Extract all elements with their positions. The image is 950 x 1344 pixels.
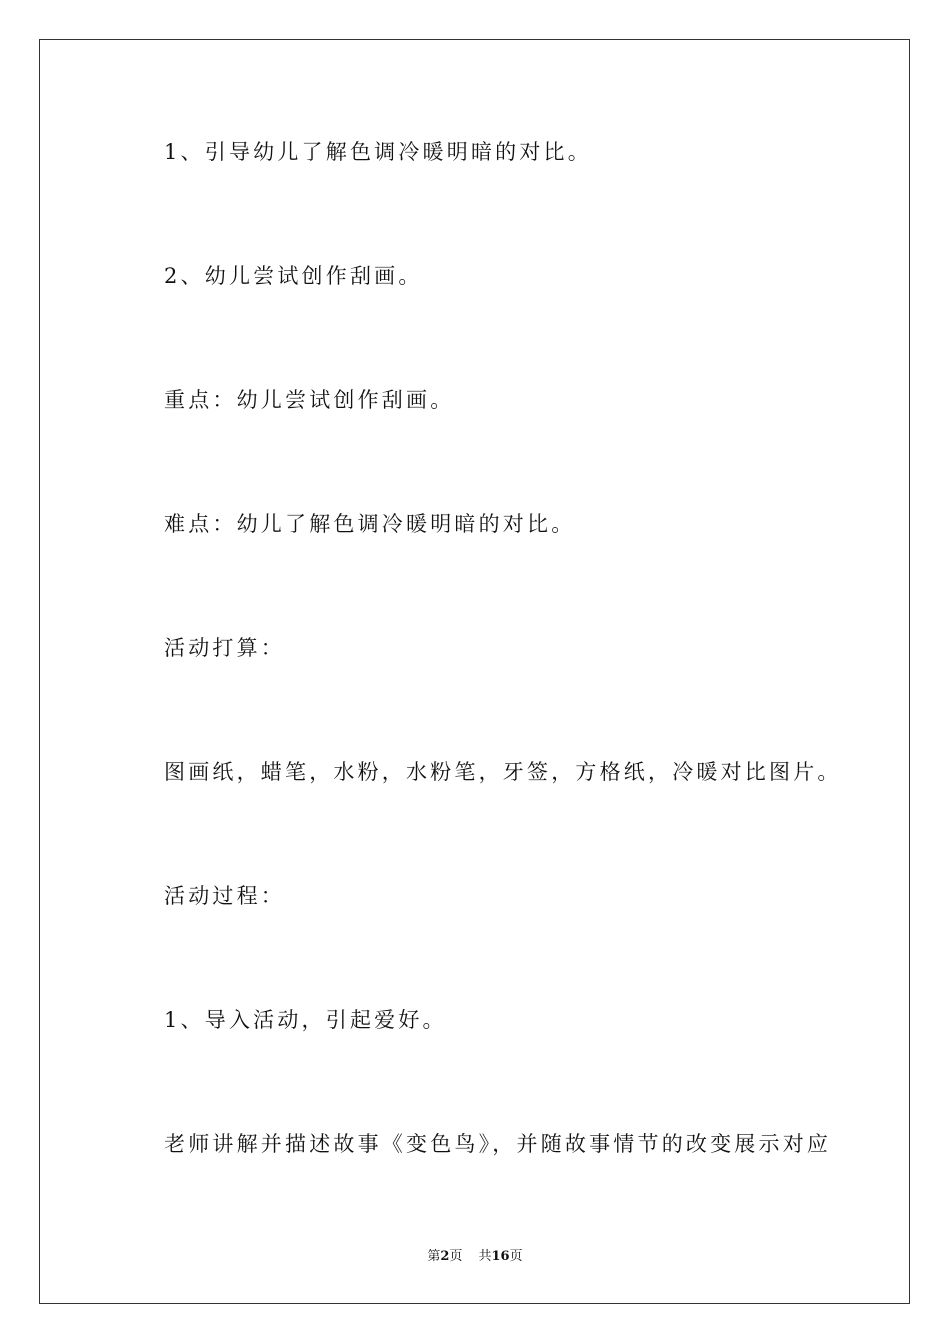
paragraph-key-point: 重点：幼儿尝试创作刮画。 (164, 388, 455, 412)
paragraph-objective-2: 2、幼儿尝试创作刮画。 (164, 264, 423, 288)
paragraph-story: 老师讲解并描述故事《变色鸟》，并随故事情节的改变展示对应 (164, 1132, 832, 1156)
page-suffix: 页 (449, 1249, 463, 1264)
paragraph-objective-1: 1、引导幼儿了解色调冷暖明暗的对比。 (164, 140, 592, 164)
heading-preparation: 活动打算： (164, 636, 285, 660)
heading-process: 活动过程： (164, 884, 285, 908)
page-footer (0, 1248, 950, 1266)
total-prefix: 共 (478, 1249, 492, 1264)
paragraph-difficulty: 难点：幼儿了解色调冷暖明暗的对比。 (164, 512, 576, 536)
page-number: 2 (440, 1249, 450, 1264)
total-suffix: 页 (509, 1249, 523, 1264)
paragraph-materials: 图画纸，蜡笔，水粉，水粉笔，牙签，方格纸，冷暖对比图片。 (164, 760, 842, 784)
paragraph-step-1: 1、导入活动，引起爱好。 (164, 1008, 447, 1032)
page-frame (39, 39, 910, 1304)
total-pages: 16 (491, 1249, 510, 1264)
page-prefix: 第 (427, 1249, 441, 1264)
